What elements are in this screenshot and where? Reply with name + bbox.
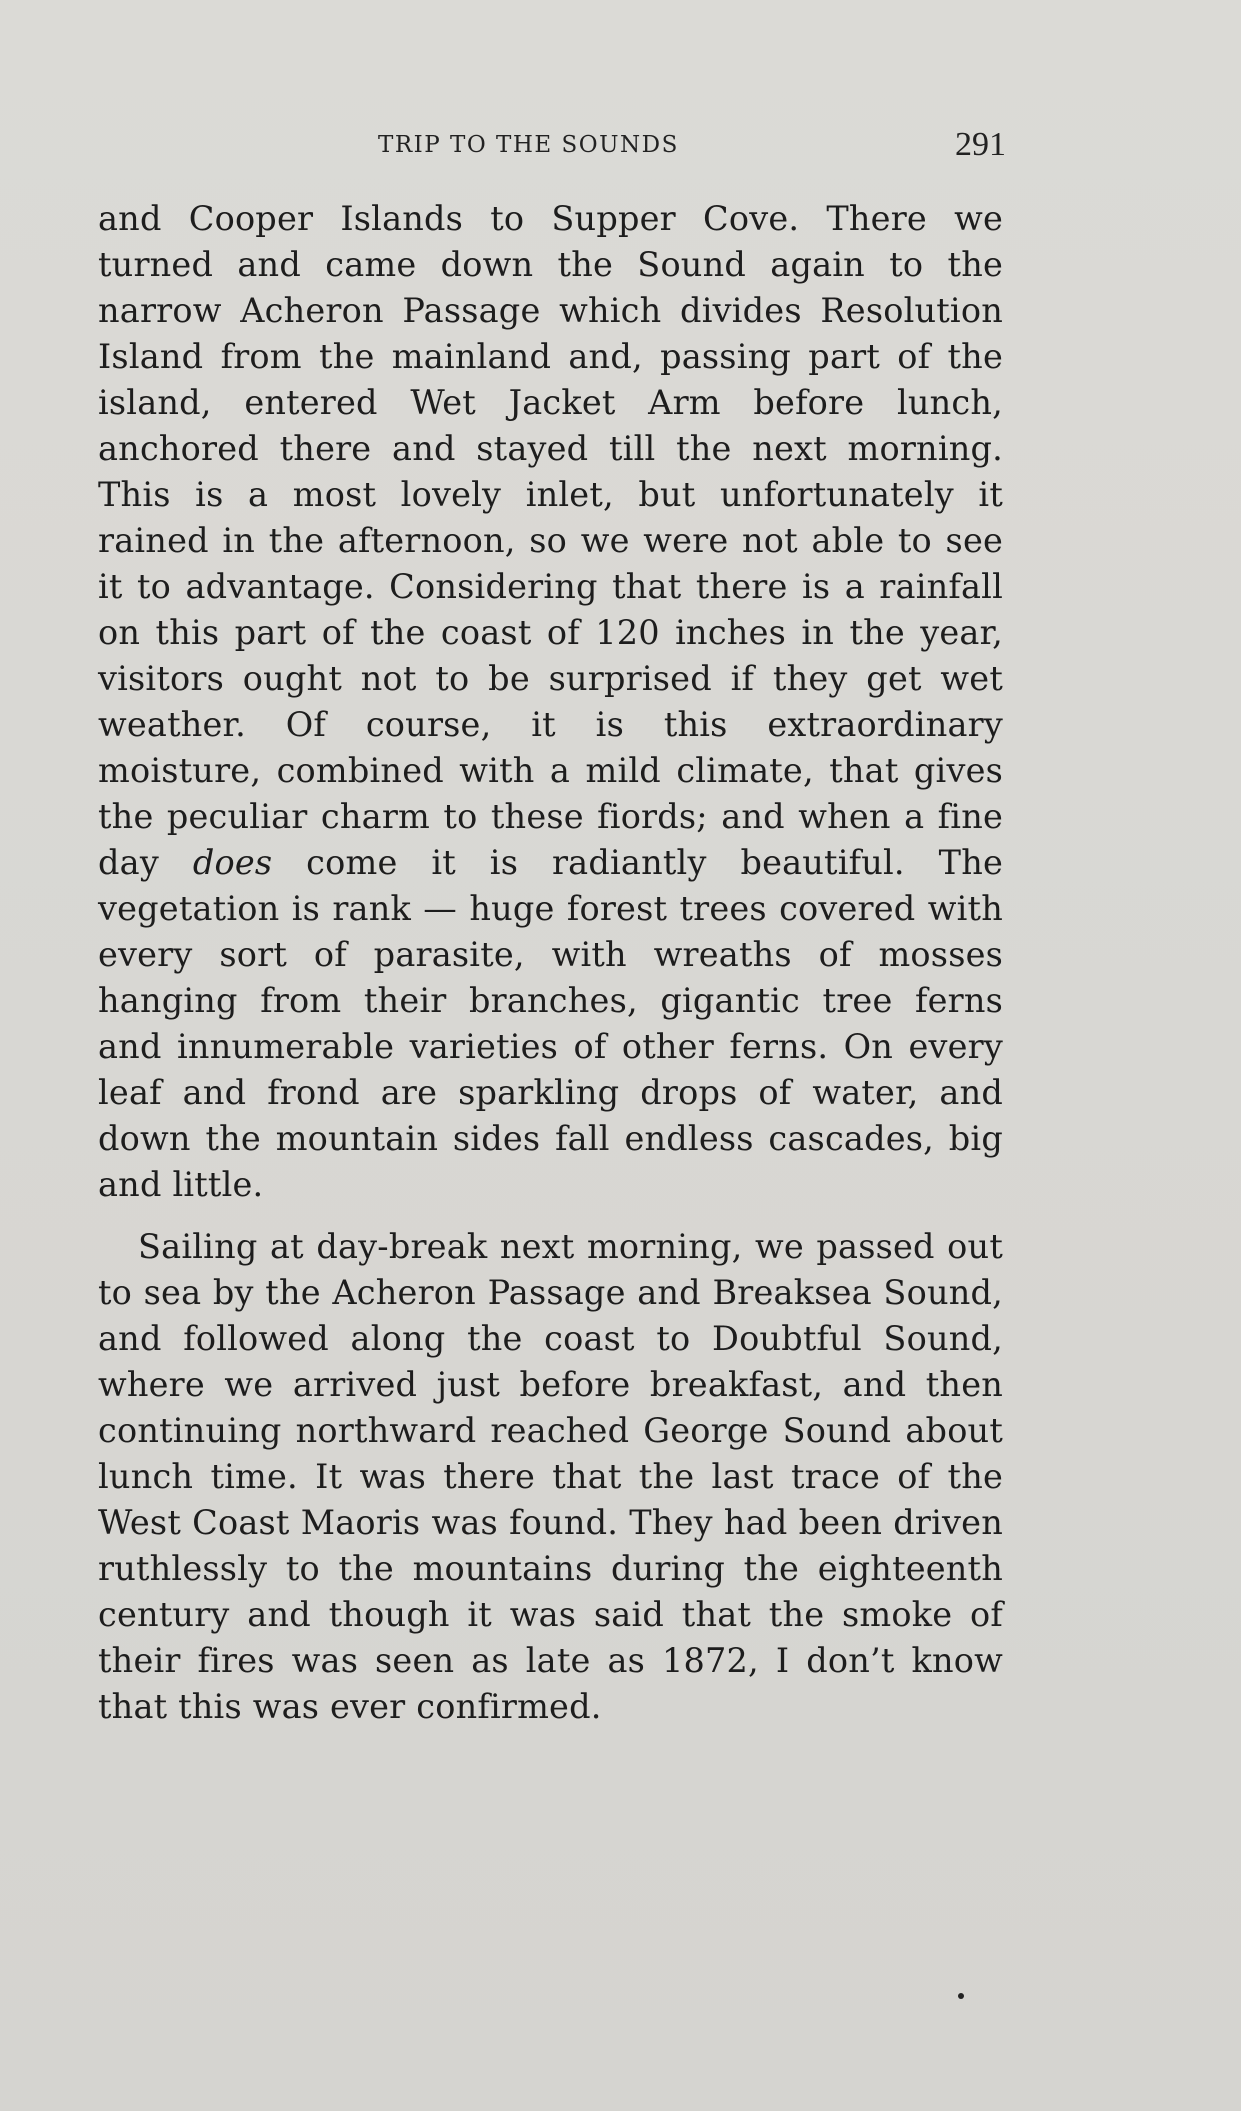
paragraph-1-text-end: come it is radiantly beautiful. The vegetation is rank — huge forest trees covered with every sort of parasite, with wreaths of mosses hanging from their branches, gigantic tree ferns and innumerable varieties of other ferns. On every leaf and frond are sparkling drops of water, and down the mountain sides fall endless cascades, big and little. [98,843,1003,1204]
paragraph-2: Sailing at day-break next morning, we passed out to sea by the Acheron Passage and Breaksea Sound, and followed along the coast to Doubtful Sound, where we arrived just before breakfast, and then continuing northward reached George Sound about lunch time. It was there that the last trace of the West Coast Maoris was found. They had been driven ruthlessly to the mountains during the eighteenth century and though it was said that the smoke of their fires was seen as late as 1872, I don’t know that this was ever confirmed. [98,1227,1003,1726]
page-number: 291 [955,126,1006,163]
paragraph-1-text-start: and Cooper Islands to Supper Cove. There we turned and came down the Sound again to the narrow Acheron Passage which divides Resolution Island from the mainland and, passing part of the island, entered Wet Jacket Arm before lunch, anchored there and stayed till the next morning. This is a most lovely inlet, but unfortunately it rained in the afternoon, so we were not able to see it to advantage. Considering that there is a rainfall on this part of the coast of 120 inches in the year, visitors ought not to be surprised if they get wet weather. Of course, it is this extraordinary moisture, combined with a mild climate, that gives the peculiar charm to these fiords; and when a fine day [98,199,1003,882]
running-head [96,126,1006,166]
body-text [98,196,1003,1730]
ink-speck [958,1993,964,1999]
paragraph-1 [98,196,1003,1208]
emphasis-does: does [192,843,273,882]
running-title: TRIP TO THE SOUNDS [378,132,679,158]
